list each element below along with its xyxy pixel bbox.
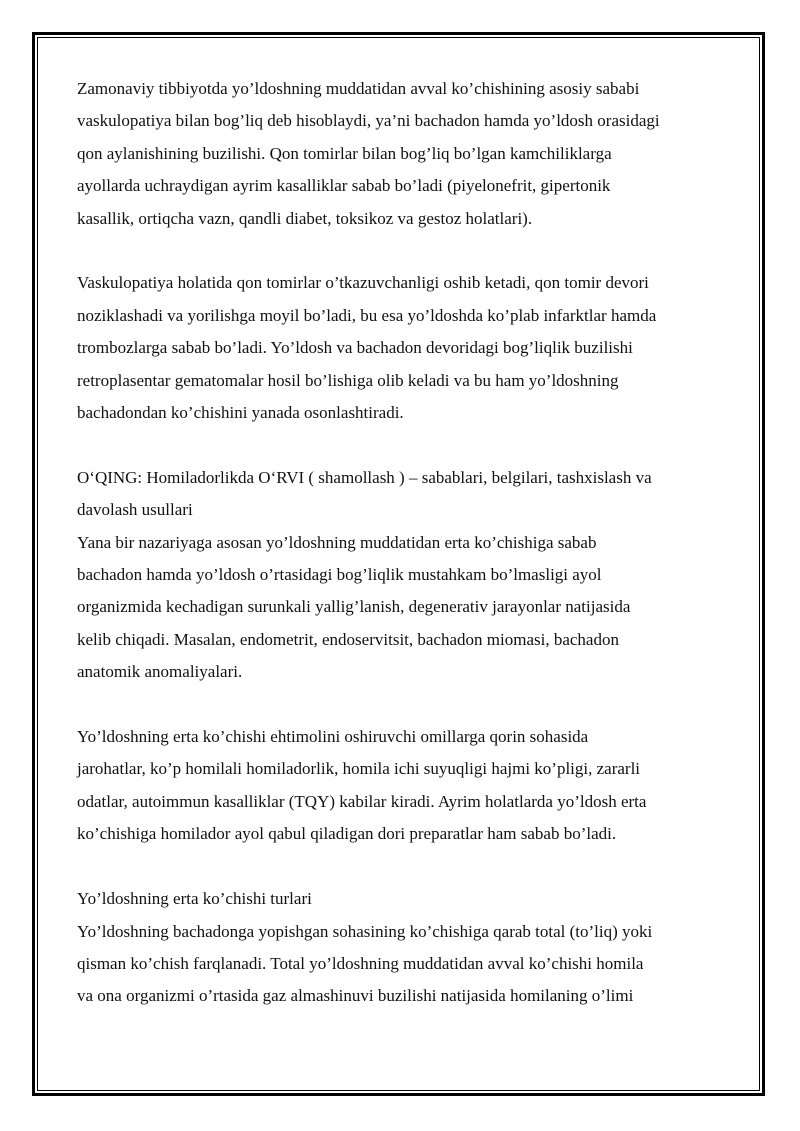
text-line: Yo’ldoshning bachadonga yopishgan sohasining ko’chishiga qarab total (to’liq) yoki	[77, 921, 653, 941]
paragraph-gap	[77, 235, 727, 267]
document-body	[77, 73, 727, 1013]
text-line: bachadondan ko’chishini yanada osonlashtiradi.	[77, 403, 404, 423]
text-line: retroplasentar gematomalar hosil bo’lishiga olib keladi va bu ham yo’ldoshning	[77, 370, 619, 390]
text-line: Vaskulopatiya holatida qon tomirlar o’tkazuvchanligi oshib ketadi, qon tomir devori	[77, 273, 649, 293]
paragraph-gap	[77, 689, 727, 721]
paragraph-gap	[77, 429, 727, 461]
text-line: qon aylanishining buzilishi. Qon tomirlar bilan bog’liq bo’lgan kamchiliklarga	[77, 143, 612, 163]
text-line: anatomik anomaliyalari.	[77, 662, 243, 682]
text-line: bachadon hamda yo’ldosh o’rtasidagi bog’liqlik mustahkam bo’lmasligi ayol	[77, 565, 602, 585]
section-heading: Yo’ldoshning erta ko’chishi turlari	[77, 889, 312, 909]
text-line: qisman ko’chish farqlanadi. Total yo’ldoshning muddatidan avval ko’chishi homila	[77, 953, 644, 973]
text-line: Yo’ldoshning erta ko’chishi ehtimolini oshiruvchi omillarga qorin sohasida	[77, 727, 589, 747]
read-also-line: O‘QING: Homiladorlikda O‘RVI ( shamollash ) – sabablari, belgilari, tashxislash va	[77, 467, 652, 487]
text-line: ko’chishiga homilador ayol qabul qiladigan dori preparatlar ham sabab bo’ladi.	[77, 824, 617, 844]
text-line: organizmida kechadigan surunkali yallig’lanish, degenerativ jarayonlar natijasida	[77, 597, 631, 617]
text-line: noziklashadi va yorilishga moyil bo’ladi, bu esa yo’ldoshda ko’plab infarktlar hamda	[77, 305, 657, 325]
read-also-line: davolash usullari	[77, 500, 193, 520]
paragraph-gap	[77, 851, 727, 883]
text-line: Yana bir nazariyaga asosan yo’ldoshning muddatidan erta ko’chishiga sabab	[77, 532, 597, 552]
text-line: kasallik, ortiqcha vazn, qandli diabet, toksikoz va gestoz holatlari).	[77, 208, 533, 228]
text-line: va ona organizmi o’rtasida gaz almashinuvi buzilishi natijasida homilaning o’limi	[77, 986, 634, 1006]
text-line: odatlar, autoimmun kasalliklar (TQY) kabilar kiradi. Ayrim holatlarda yo’ldosh erta	[77, 791, 647, 811]
text-line: Zamonaviy tibbiyotda yo’ldoshning muddatidan avval ko’chishining asosiy sababi	[77, 79, 640, 98]
text-line: jarohatlar, ko’p homilali homiladorlik, homila ichi suyuqligi hajmi ko’pligi, zararli	[77, 759, 641, 779]
text-line: trombozlarga sabab bo’ladi. Yo’ldosh va bachadon devoridagi bog’liqlik buzilishi	[77, 338, 633, 358]
text-line: vaskulopatiya bilan bog’liq deb hisoblaydi, ya’ni bachadon hamda yo’ldosh orasidagi	[77, 111, 660, 131]
text-line: kelib chiqadi. Masalan, endometrit, endoservitsit, bachadon miomasi, bachadon	[77, 629, 619, 649]
text-line: ayollarda uchraydigan ayrim kasalliklar sabab bo’ladi (piyelonefrit, gipertonik	[77, 176, 611, 196]
